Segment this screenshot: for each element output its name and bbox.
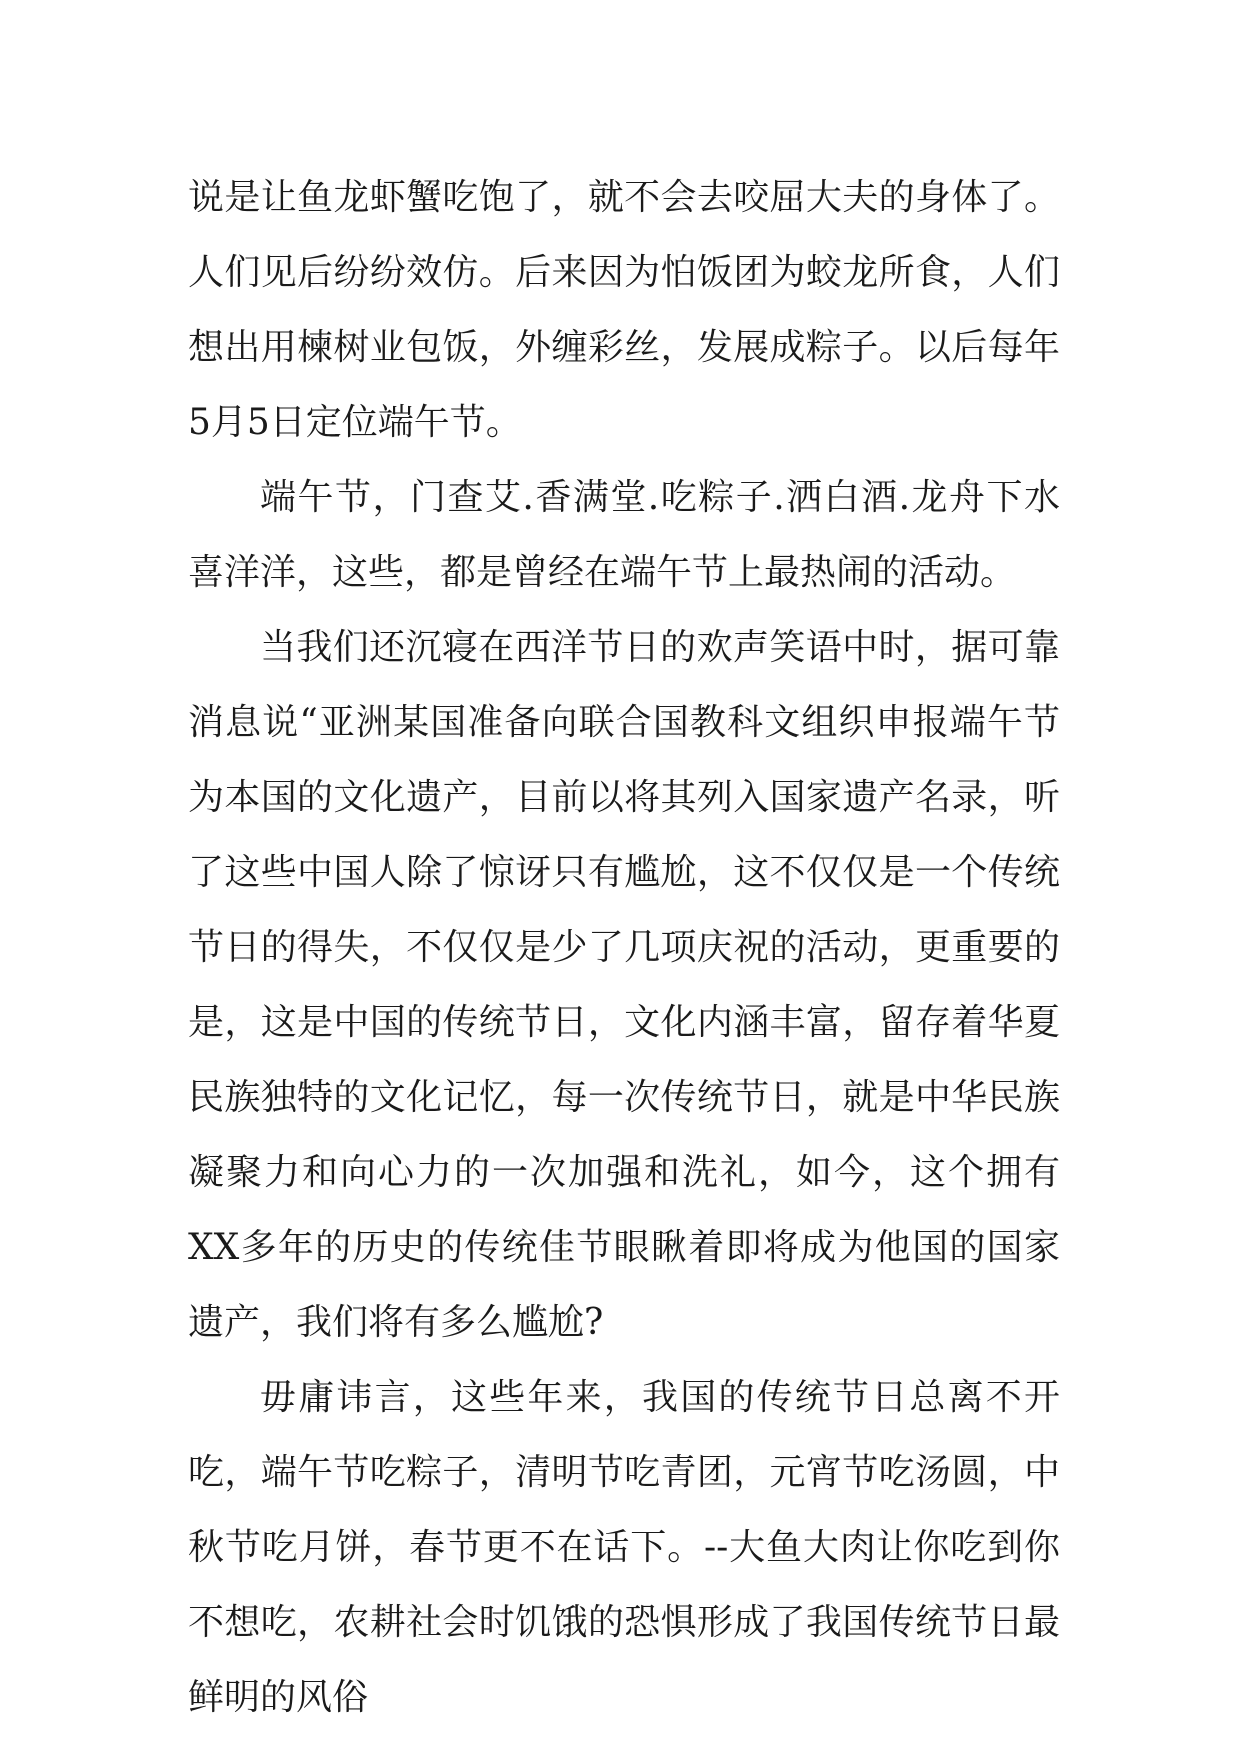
paragraph-4: 毋庸讳言，这些年来，我国的传统节日总离不开吃，端午节吃粽子，清明节吃青团，元宵节吃汤圆，中秋节吃月饼，春节更不在话下。--大鱼大肉让你吃到你不想吃，农耕社会时饥饿的恐惧形成了我国传统节日最鲜明的风俗 (188, 1377, 1060, 1718)
paragraph-3: 当我们还沉寝在西洋节日的欢声笑语中时，据可靠消息说“亚洲某国准备向联合国教科文组织申报端午节为本国的文化遗产，目前以将其列入国家遗产名录，听了这些中国人除了惊讶只有尴尬，这不仅仅是一个传统节日的得失，不仅仅是少了几项庆祝的活动，更重要的是，这是中国的传统节日，文化内涵丰富，留存着华夏民族独特的文化记忆，每一次传统节日，就是中华民族凝聚力和向心力的一次加强和洗礼，如今，这个拥有XX多年的历史的传统佳节眼瞅着即将成为他国的国家遗产，我们将有多么尴尬? (188, 627, 1060, 1343)
paragraph-1: 说是让鱼龙虾蟹吃饱了，就不会去咬屈大夫的身体了。人们见后纷纷效仿。后来因为怕饭团为蛟龙所食，人们想出用楝树业包饭，外缠彩丝，发展成粽子。以后每年5月5日定位端午节。 (188, 177, 1060, 443)
paragraph-2: 端午节，门查艾.香满堂.吃粽子.洒白酒.龙舟下水喜洋洋，这些，都是曾经在端午节上最热闹的活动。 (188, 477, 1060, 593)
document-body (188, 160, 1060, 1735)
